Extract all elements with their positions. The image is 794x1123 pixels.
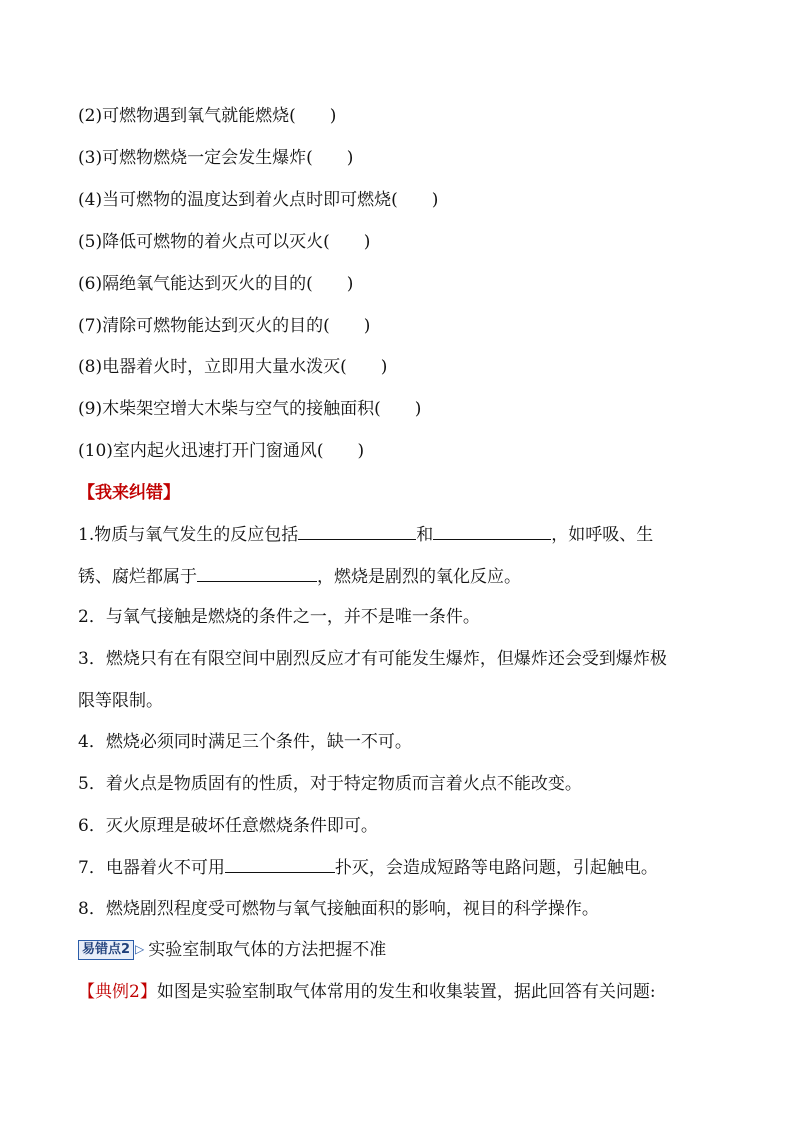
judgment-item-9: (9)木柴架空增大木柴与空气的接触面积( ) bbox=[78, 399, 422, 419]
correction-item-2: 2．与氧气接触是燃烧的条件之一，并不是唯一条件。 bbox=[78, 607, 480, 627]
error-point-title: 实验室制取气体的方法把握不准 bbox=[148, 940, 387, 960]
judgment-item-2: (2)可燃物遇到氧气就能燃烧( ) bbox=[78, 106, 337, 126]
fill-blank-1[interactable] bbox=[298, 523, 416, 540]
correction-item-3-continued: 限等限制。 bbox=[78, 691, 163, 711]
correction-item-1 bbox=[78, 523, 653, 546]
fill-blank-4[interactable] bbox=[225, 856, 335, 873]
error-point-header bbox=[78, 938, 386, 961]
example-2 bbox=[78, 981, 656, 1003]
correction-item-5: 5．着火点是物质固有的性质，对于特定物质而言着火点不能改变。 bbox=[78, 774, 582, 794]
judgment-item-10: (10)室内起火迅速打开门窗通风( ) bbox=[78, 441, 365, 461]
fill-blank-3[interactable] bbox=[197, 565, 317, 582]
judgment-item-5: (5)降低可燃物的着火点可以灭火( ) bbox=[78, 232, 371, 252]
judgment-item-4: (4)当可燃物的温度达到着火点时即可燃烧( ) bbox=[78, 190, 439, 210]
correction-item-1-continued bbox=[78, 565, 521, 588]
correction-item-1-text-b: 和 bbox=[416, 525, 434, 545]
correction-item-3: 3．燃烧只有在有限空间中剧烈反应才有可能发生爆炸，但爆炸还会受到爆炸极 bbox=[78, 649, 667, 669]
fill-blank-2[interactable] bbox=[433, 523, 551, 540]
correction-heading: 【我来纠错】 bbox=[78, 483, 180, 503]
example-label: 【典例2】 bbox=[78, 982, 157, 1002]
judgment-item-6: (6)隔绝氧气能达到灭火的目的( ) bbox=[78, 274, 354, 294]
correction-item-4: 4．燃烧必须同时满足三个条件，缺一不可。 bbox=[78, 732, 412, 752]
judgment-item-7: (7)清除可燃物能达到灭火的目的( ) bbox=[78, 316, 371, 336]
judgment-item-8: (8)电器着火时，立即用大量水泼灭( ) bbox=[78, 357, 388, 377]
correction-item-6: 6．灭火原理是破坏任意燃烧条件即可。 bbox=[78, 816, 378, 836]
correction-item-1-text-a: 1.物质与氧气发生的反应包括 bbox=[78, 525, 299, 545]
correction-item-7-text-a: 7．电器着火不可用 bbox=[78, 858, 225, 878]
error-point-badge: 易错点2 bbox=[78, 940, 134, 960]
example-text: 如图是实验室制取气体常用的发生和收集装置，据此回答有关问题: bbox=[156, 982, 656, 1002]
correction-item-7-text-b: 扑灭，会造成短路等电路问题，引起触电。 bbox=[334, 858, 658, 878]
correction-item-1-text-d: 锈、腐烂都属于 bbox=[78, 567, 197, 587]
arrow-right-icon: ▷ bbox=[135, 942, 145, 956]
correction-item-7 bbox=[78, 856, 658, 879]
correction-item-1-text-c: ，如呼吸、生 bbox=[551, 525, 654, 545]
correction-item-1-text-e: ，燃烧是剧烈的氧化反应。 bbox=[317, 567, 521, 587]
correction-item-8: 8．燃烧剧烈程度受可燃物与氧气接触面积的影响，视目的科学操作。 bbox=[78, 899, 599, 919]
judgment-item-3: (3)可燃物燃烧一定会发生爆炸( ) bbox=[78, 148, 354, 168]
